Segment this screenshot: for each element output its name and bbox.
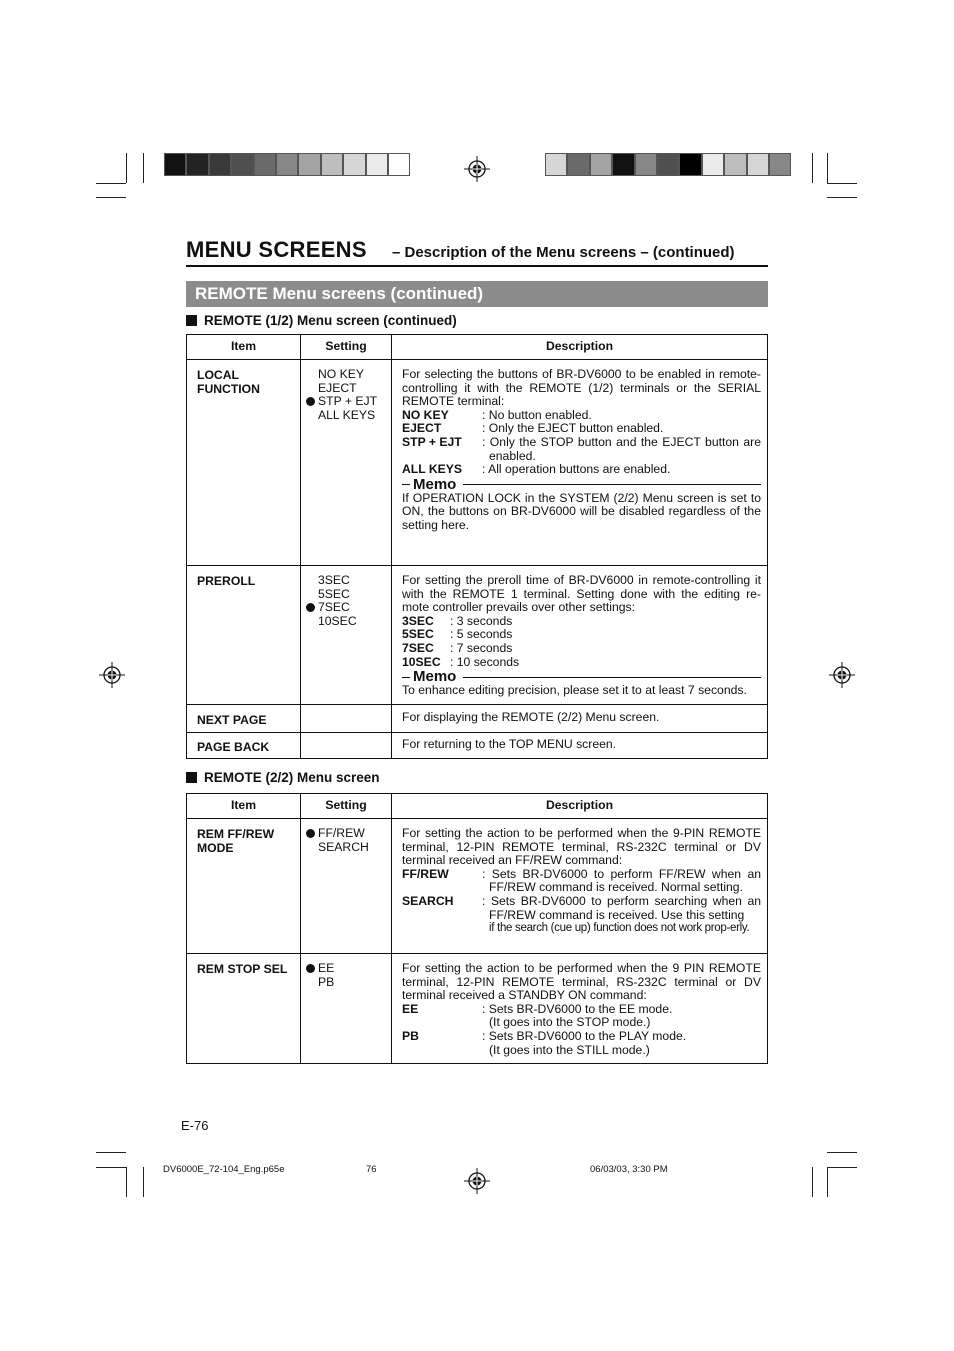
- table-row: [187, 704, 768, 732]
- option-description: FF/REW : Sets BR-DV6000 to perform FF/REW when an FF/REW command is received. Normal setting.: [402, 866, 761, 895]
- memo-divider: [402, 475, 761, 493]
- description-text: For returning to the TOP MENU screen.: [402, 736, 617, 751]
- table1-heading-text: REMOTE (1/2) Menu screen (continued): [204, 313, 457, 328]
- description-text: For setting the action to be performed when the 9-PIN REMOTE terminal, 12-PIN REMOTE terminal, RS-232C terminal or DV terminal received an FF/REW command:: [402, 826, 761, 868]
- setting-option: 5SEC: [318, 586, 350, 601]
- item-name: LOCAL: [197, 368, 239, 382]
- color-swatch: [186, 153, 208, 176]
- color-calibration-bar-right: [545, 153, 791, 176]
- column-header: Description: [392, 794, 768, 819]
- item-name: REM FF/REW: [197, 827, 275, 841]
- setting-option: 10SEC: [318, 613, 357, 628]
- option-description: 7SEC : 7 seconds: [402, 640, 513, 655]
- column-header: Setting: [301, 794, 392, 819]
- color-swatch: [590, 153, 612, 176]
- item-cell: [187, 360, 301, 566]
- description-text: For setting the action to be performed when the 9 PIN REMOTE terminal, 12-PIN REMOTE terminal, RS-232C terminal or DV terminal received a STANDBY ON command:: [402, 961, 761, 1003]
- option-description: 10SEC : 10 seconds: [402, 654, 520, 669]
- setting-cell: [301, 360, 392, 566]
- registration-mark-icon: [464, 156, 490, 182]
- description-text: For displaying the REMOTE (2/2) Menu screen.: [402, 709, 660, 724]
- setting-option-default: STP + EJT: [301, 395, 391, 409]
- item-cell: [187, 954, 301, 1064]
- item-cell: [187, 732, 301, 758]
- item-name: REM STOP SEL: [197, 962, 288, 976]
- item-name: FUNCTION: [197, 381, 260, 396]
- item-name: MODE: [197, 840, 234, 855]
- color-swatch: [747, 153, 769, 176]
- memo-text: If OPERATION LOCK in the SYSTEM (2/2) Menu screen is set to ON, the buttons on BR-DV6000 will be disabled regardless of the setting here.: [402, 490, 761, 532]
- description-text: For selecting the buttons of BR-DV6000 to be enabled in remote-controlling it with the REMOTE (1/2) terminals or the SERIAL REMOTE terminal:: [402, 367, 761, 409]
- color-swatch: [298, 153, 320, 176]
- color-swatch: [567, 153, 589, 176]
- registration-mark-icon: [99, 662, 125, 688]
- color-swatch: [702, 153, 724, 176]
- registration-mark-icon: [829, 662, 855, 688]
- setting-cell: [301, 732, 392, 758]
- table-row: [187, 566, 768, 705]
- color-swatch: [343, 153, 365, 176]
- remote-1-2-table: [186, 334, 768, 759]
- default-dot-icon: [306, 603, 315, 612]
- color-swatch: [679, 153, 701, 176]
- page-title: MENU SCREENS: [186, 237, 367, 262]
- item-cell: [187, 566, 301, 705]
- registration-mark-icon: [464, 1168, 490, 1194]
- memo-label: Memo: [413, 475, 457, 493]
- option-description: 5SEC : 5 seconds: [402, 627, 513, 642]
- default-dot-icon: [306, 964, 315, 973]
- description-cell: [392, 360, 768, 566]
- setting-option-default: EE: [301, 962, 391, 976]
- color-swatch: [657, 153, 679, 176]
- color-swatch: [635, 153, 657, 176]
- square-bullet-icon: [186, 315, 197, 326]
- color-calibration-bar-left: [164, 153, 410, 176]
- table-row: [187, 954, 768, 1064]
- default-dot-icon: [306, 829, 315, 838]
- setting-option: 3SEC: [318, 573, 350, 587]
- option-description: PB : Sets BR-DV6000 to the PLAY mode. (It goes into the STILL mode.): [402, 1028, 687, 1057]
- description-cell: [392, 954, 768, 1064]
- option-description: ALL KEYS : All operation buttons are enabled.: [402, 462, 671, 477]
- description-cell: [392, 566, 768, 705]
- remote-2-2-table: [186, 793, 768, 1064]
- table-header-row: [187, 335, 768, 360]
- item-name: PAGE BACK: [197, 739, 270, 754]
- memo-label: Memo: [413, 668, 457, 686]
- setting-option: EJECT: [318, 380, 357, 395]
- page-subtitle: – Description of the Menu screens – (continued): [392, 244, 735, 261]
- page-number: E-76: [181, 1118, 209, 1133]
- color-swatch: [231, 153, 253, 176]
- section-bar: REMOTE Menu screens (continued): [186, 281, 768, 307]
- table2-heading: [186, 770, 380, 785]
- setting-cell: [301, 566, 392, 705]
- item-name: PREROLL: [197, 574, 256, 588]
- memo-text: To enhance editing precision, please set it to at least 7 seconds.: [402, 683, 747, 698]
- option-description: EE : Sets BR-DV6000 to the EE mode. (It goes into the STOP mode.): [402, 1001, 673, 1030]
- setting-cell: [301, 704, 392, 732]
- option-description: STP + EJT : Only the STOP button and the EJECT button are enabled.: [402, 434, 761, 463]
- footer-date: 06/03/03, 3:30 PM: [590, 1164, 668, 1175]
- description-cell: [392, 732, 768, 758]
- option-description: SEARCH : Sets BR-DV6000 to perform searching when an FF/REW command is received. Use this setting if the search (cue up) function does not work prop-erly.: [402, 893, 761, 935]
- title-rule: [186, 265, 768, 267]
- color-swatch: [545, 153, 567, 176]
- color-swatch: [724, 153, 746, 176]
- color-swatch: [612, 153, 634, 176]
- table1-heading: [186, 313, 457, 328]
- item-cell: [187, 819, 301, 954]
- description-text: For setting the preroll time of BR-DV6000 in remote-controlling it with the REMOTE 1 terminal. Setting done with the editing re-mote controller prevails over other settings:: [402, 573, 761, 615]
- setting-option: ALL KEYS: [318, 407, 376, 422]
- setting-option: PB: [318, 974, 335, 989]
- color-swatch: [388, 153, 410, 176]
- column-header: Item: [187, 335, 301, 360]
- setting-option: SEARCH: [318, 839, 369, 854]
- setting-cell: [301, 819, 392, 954]
- setting-option: NO KEY: [318, 367, 365, 381]
- column-header: Description: [392, 335, 768, 360]
- color-swatch: [254, 153, 276, 176]
- color-swatch: [209, 153, 231, 176]
- footer-page: 76: [366, 1164, 377, 1175]
- footer-filename: DV6000E_72-104_Eng.p65e: [163, 1164, 285, 1175]
- item-name: NEXT PAGE: [197, 712, 267, 727]
- square-bullet-icon: [186, 772, 197, 783]
- table-row: [187, 732, 768, 758]
- column-header: Item: [187, 794, 301, 819]
- table-row: [187, 360, 768, 566]
- table2-heading-text: REMOTE (2/2) Menu screen: [204, 770, 380, 785]
- setting-option-default: FF/REW: [301, 827, 391, 841]
- color-swatch: [769, 153, 791, 176]
- setting-option-default: 7SEC: [301, 601, 391, 615]
- option-description: 3SEC : 3 seconds: [402, 613, 513, 628]
- color-swatch: [321, 153, 343, 176]
- table-header-row: [187, 794, 768, 819]
- color-swatch: [276, 153, 298, 176]
- setting-cell: [301, 954, 392, 1064]
- color-swatch: [164, 153, 186, 176]
- description-cell: [392, 819, 768, 954]
- item-cell: [187, 704, 301, 732]
- table-row: [187, 819, 768, 954]
- option-description: NO KEY : No button enabled.: [402, 407, 592, 422]
- option-description: EJECT : Only the EJECT button enabled.: [402, 421, 664, 436]
- description-cell: [392, 704, 768, 732]
- color-swatch: [366, 153, 388, 176]
- default-dot-icon: [306, 397, 315, 406]
- memo-divider: [402, 670, 761, 684]
- column-header: Setting: [301, 335, 392, 360]
